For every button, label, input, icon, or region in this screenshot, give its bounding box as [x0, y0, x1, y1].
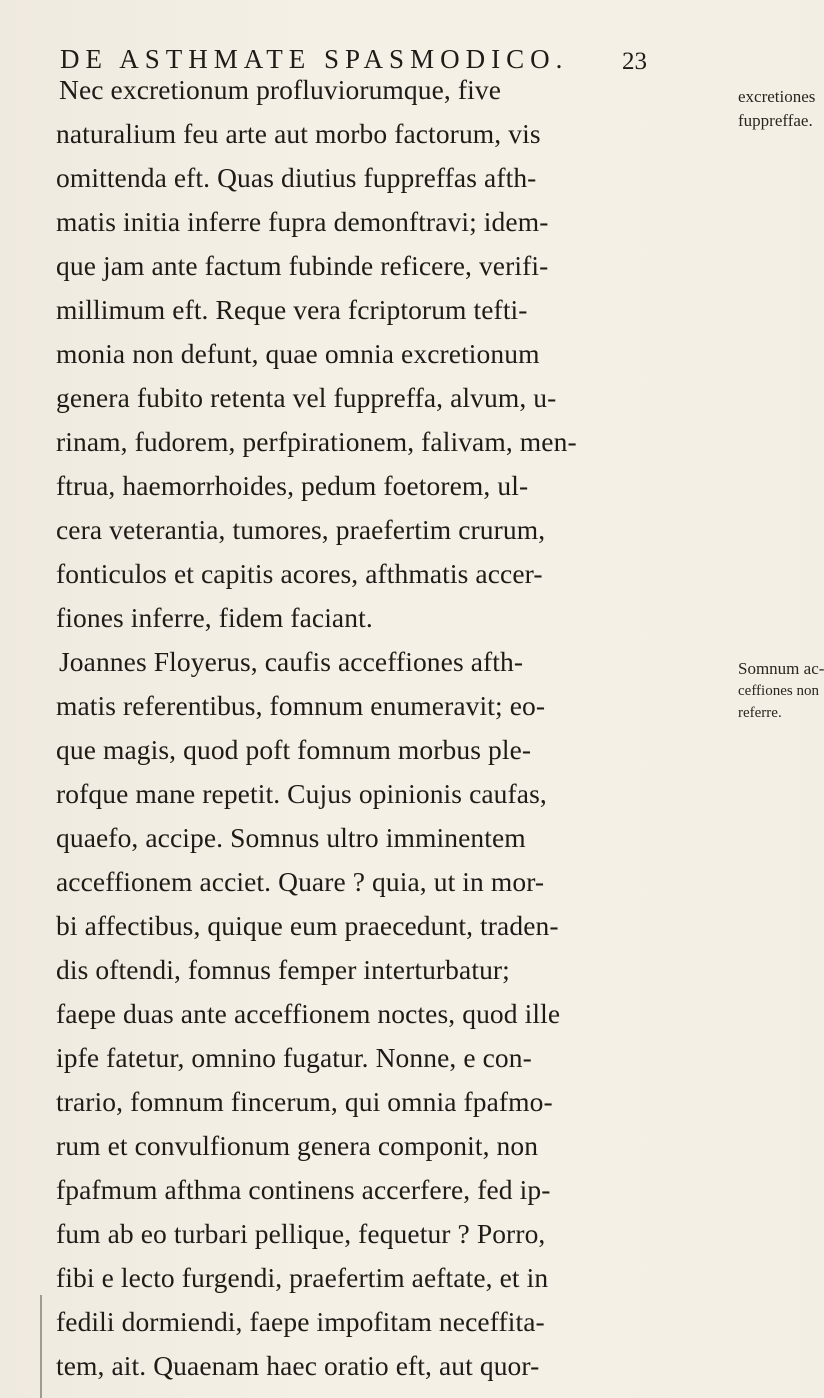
margin-note-line: excretiones [738, 87, 816, 106]
text-line: fum ab eo turbari pellique, fequetur ? Porro, [56, 1218, 546, 1249]
page-number: 23 [622, 48, 647, 75]
text-line: fedili dormiendi, faepe impofitam neceffita- [56, 1306, 545, 1337]
text-line: acceffionem acciet. Quare ? quia, ut in mor- [56, 866, 545, 897]
text-line: matis initia inferre fupra demonftravi; idem- [56, 206, 549, 237]
text-line: monia non defunt, quae omnia excretionum [56, 338, 540, 369]
text-line: fpafmum afthma continens accerfere, fed ip- [56, 1174, 551, 1205]
text-line: rofque mane repetit. Cujus opinionis caufas, [56, 778, 547, 809]
text-line: ipfe fatetur, omnino fugatur. Nonne, e con- [56, 1042, 532, 1073]
text-line: millimum eft. Reque vera fcriptorum tefti- [56, 294, 528, 325]
text-line: ftrua, haemorrhoides, pedum foetorem, ul- [56, 470, 529, 501]
text-line: genera fubito retenta vel fuppreffa, alvum, u- [56, 382, 557, 413]
text-line: rum et convulfionum genera componit, non [56, 1130, 539, 1161]
text-line: rinam, fudorem, perfpirationem, falivam, men- [56, 426, 577, 457]
text-line: quaefo, accipe. Somnus ultro imminentem [56, 822, 526, 853]
text-line: Joannes Floyerus, caufis acceffiones afth- [59, 646, 524, 677]
text-line: fonticulos et capitis acores, afthmatis accer- [56, 558, 543, 589]
text-line: cera veterantia, tumores, praefertim crurum, [56, 514, 546, 545]
text-line: Nec excretionum profluviorumque, five [59, 74, 502, 105]
text-line: fiones inferre, fidem faciant. [56, 602, 373, 633]
margin-note-line: ceffiones non [738, 683, 819, 699]
text-line: tem, ait. Quaenam haec oratio eft, aut quor- [56, 1350, 540, 1381]
text-line: fibi e lecto furgendi, praefertim aeftate, et in [56, 1262, 549, 1293]
text-line: naturalium feu arte aut morbo factorum, vis [56, 118, 541, 149]
running-head: DE ASTHMATE SPASMODICO. [60, 44, 569, 74]
margin-note-line: fuppreffae. [738, 111, 813, 130]
text-line: trario, fomnum fincerum, qui omnia fpafmo- [56, 1086, 553, 1117]
margin-notes [738, 0, 824, 1398]
margin-note-line: Somnum ac- [738, 659, 824, 678]
text-line: que jam ante factum fubinde reficere, verifi- [56, 250, 549, 281]
text-line: bi affectibus, quique eum praecedunt, traden- [56, 910, 559, 941]
page-edge-rule [40, 1295, 42, 1398]
margin-note-line: referre. [738, 705, 782, 721]
text-line: que magis, quod poft fomnum morbus ple- [56, 734, 532, 765]
text-line: matis referentibus, fomnum enumeravit; eo- [56, 690, 546, 721]
text-line: omittenda eft. Quas diutius fuppreffas afth- [56, 162, 537, 193]
text-line: dis oftendi, fomnus femper interturbatur; [56, 954, 510, 985]
text-line: faepe duas ante acceffionem noctes, quod ille [56, 998, 561, 1029]
